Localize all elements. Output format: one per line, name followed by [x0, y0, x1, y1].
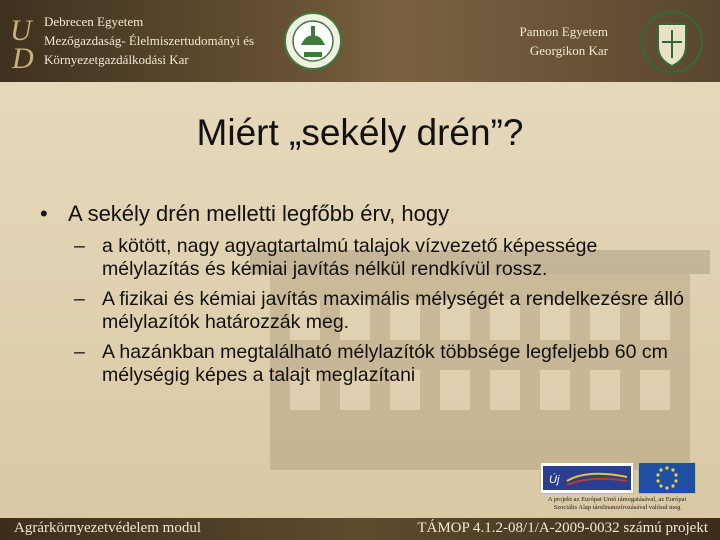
sub-bullet-text: A fizikai és kémiai javítás maximális mélységét a rendelkezésre álló mélylazítók határozzák meg. — [102, 288, 684, 333]
bullet-list — [40, 200, 700, 387]
header-left-line-3: Környezetgazdálkodási Kar — [44, 52, 189, 67]
university-name-left — [44, 12, 254, 69]
dash-marker: – — [74, 341, 85, 363]
module-name: Agrárkörnyezetvédelem modul — [14, 520, 202, 536]
dash-marker: – — [74, 288, 85, 310]
sub-bullet — [40, 288, 700, 334]
project-id: TÁMOP 4.1.2-08/1/A-2009-0032 számú projekt — [417, 520, 708, 536]
eu-funding-block — [532, 458, 702, 518]
svg-text:D: D — [12, 42, 34, 72]
footer-bar — [0, 518, 720, 540]
header-left-line-2: Mezőgazdaság- Élelmiszertudományi és — [44, 33, 255, 48]
university-crest-icon — [640, 8, 704, 76]
eu-note-line-1: A projekt az Európai Unió támogatásával, az Európai — [547, 496, 687, 503]
dash-marker: – — [74, 235, 85, 257]
sub-bullet — [40, 341, 700, 387]
svg-text:Új: Új — [549, 474, 560, 486]
eu-note-line-2: Szociális Alap társfinanszírozásával valósul meg — [553, 504, 681, 511]
ud-logo-icon — [6, 6, 40, 72]
header-right-line-1: Pannon Egyetem — [519, 24, 608, 39]
main-bullet-text: A sekély drén melletti legfőbb érv, hogy — [68, 201, 450, 226]
header-left-line-1: Debrecen Egyetem — [44, 14, 144, 29]
university-name-right — [512, 22, 608, 60]
sub-bullet — [40, 235, 700, 281]
faculty-seal-icon — [284, 12, 342, 70]
svg-text:U: U — [10, 14, 32, 47]
uj-magyarorszag-logo-icon — [540, 462, 634, 494]
sub-bullet-text: A hazánkban megtalálható mélylazítók többsége legfeljebb 60 cm mélységig képes a talajt meglazítani — [102, 341, 668, 386]
main-bullet — [40, 200, 700, 228]
eu-funding-note — [532, 496, 702, 512]
bullet-dot-icon: • — [40, 201, 48, 226]
slide-title: Miért „sekély drén”? — [196, 112, 524, 153]
eu-flag-icon — [638, 462, 696, 494]
sub-bullet-text: a kötött, nagy agyagtartalmú talajok vízvezető képessége mélylazítás és kémiai javítás nélkül rendkívül rossz. — [102, 235, 598, 280]
header-right-line-2: Georgikon Kar — [529, 43, 608, 58]
header-banner — [0, 0, 720, 82]
